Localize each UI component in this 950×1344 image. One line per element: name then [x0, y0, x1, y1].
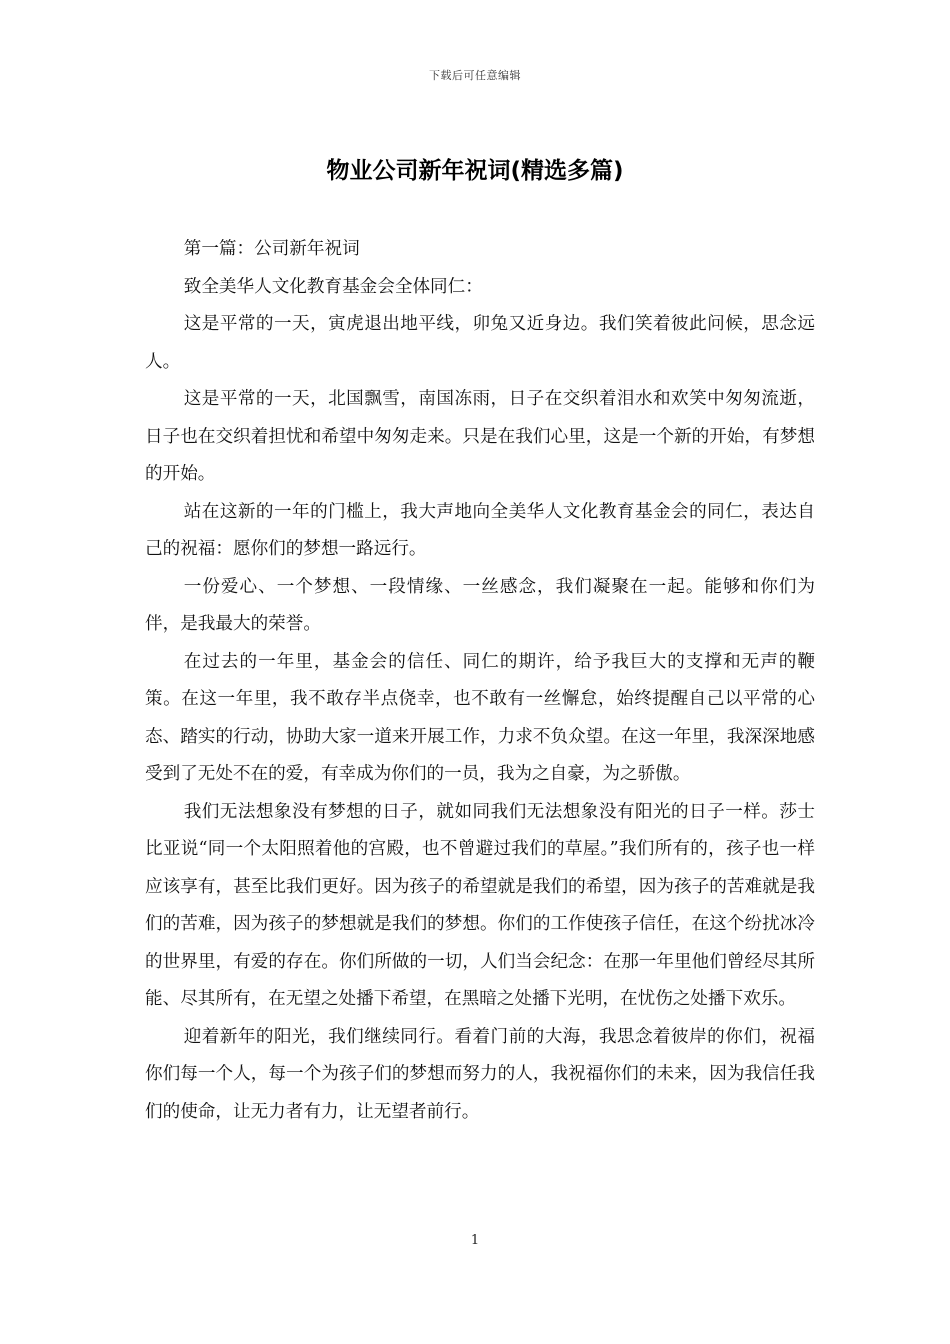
- body-paragraph: 我们无法想象没有梦想的日子，就如同我们无法想象没有阳光的日子一样。莎士比亚说“同一个太阳照着他的宫殿，也不曾避过我们的草屋。”我们所有的，孩子也一样应该享有，甚至比我们更好。因为孩子的希望就是我们的希望，因为孩子的苦难就是我们的苦难，因为孩子的梦想就是我们的梦想。你们的工作使孩子信任，在这个纷扰冰冷的世界里，有爱的存在。你们所做的一切，人们当会纪念：在那一年里他们曾经尽其所能、尽其所有，在无望之处播下希望，在黑暗之处播下光明，在忧伤之处播下欢乐。: [145, 801, 815, 1009]
- page-number: 1: [470, 1233, 480, 1248]
- body-paragraph: 站在这新的一年的门槛上，我大声地向全美华人文化教育基金会的同仁，表达自己的祝福：愿你们的梦想一路远行。: [145, 501, 815, 559]
- body-paragraph: 在过去的一年里，基金会的信任、同仁的期许，给予我巨大的支撑和无声的鞭策。在这一年里，我不敢存半点侥幸，也不敢有一丝懈怠，始终提醒自己以平常的心态、踏实的行动，协助大家一道来开展工作，力求不负众望。在这一年里，我深深地感受到了无处不在的爱，有幸成为你们的一员，我为之自豪，为之骄傲。: [145, 651, 815, 784]
- section-heading: 第一篇：公司新年祝词: [183, 239, 360, 259]
- salutation: 致全美华人文化教育基金会全体同仁：: [183, 276, 483, 297]
- document-title: 物业公司新年祝词(精选多篇): [326, 158, 624, 184]
- body-paragraph: 这是平常的一天，寅虎退出地平线，卯兔又近身边。我们笑着彼此问候，思念远人。: [145, 314, 815, 372]
- document-body: [145, 231, 815, 1131]
- body-paragraph: 迎着新年的阳光，我们继续同行。看着门前的大海，我思念着彼岸的你们，祝福你们每一个人，每一个为孩子们的梦想而努力的人，我祝福你们的未来，因为我信任我们的使命，让无力者有力，让无望者前行。: [145, 1026, 815, 1122]
- body-paragraph: 这是平常的一天，北国飘雪，南国冻雨，日子在交织着泪水和欢笑中匆匆流逝，日子也在交织着担忧和希望中匆匆走来。只是在我们心里，这是一个新的开始，有梦想的开始。: [145, 389, 815, 484]
- body-paragraph: 一份爱心、一个梦想、一段情缘、一丝感念，我们凝聚在一起。能够和你们为伴，是我最大的荣誉。: [145, 576, 815, 634]
- page-header-note: 下载后可任意编辑: [429, 69, 521, 82]
